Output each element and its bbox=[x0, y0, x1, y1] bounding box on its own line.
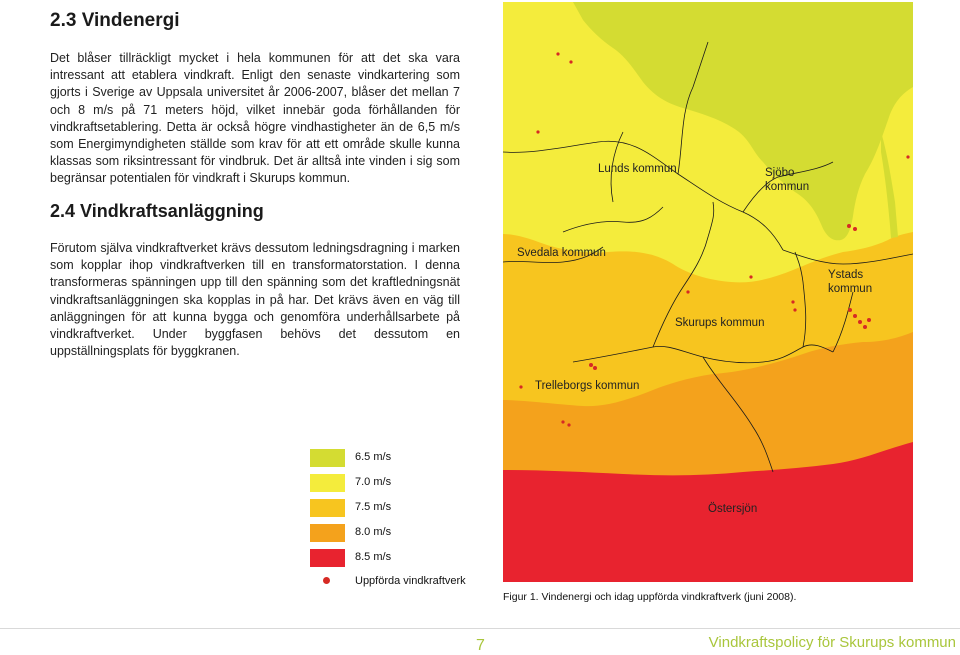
turbine-marker bbox=[556, 52, 559, 55]
turbine-marker bbox=[791, 300, 794, 303]
map-label-trelleborg: Trelleborgs kommun bbox=[535, 380, 640, 392]
map-label-ystad-line2: kommun bbox=[828, 283, 873, 295]
section-heading-vindenergi: 2.3 Vindenergi bbox=[50, 10, 180, 31]
map-label-sjobo-line2: kommun bbox=[765, 181, 810, 193]
turbine-marker bbox=[853, 314, 857, 318]
page-number: 7 bbox=[476, 637, 485, 654]
legend-label-7-0: 7.0 m/s bbox=[355, 476, 392, 488]
wind-map bbox=[503, 2, 913, 582]
turbine-marker bbox=[519, 385, 522, 388]
section-heading-vindkraftsanlaggning: 2.4 Vindkraftsanläggning bbox=[50, 201, 264, 221]
figure-caption: Figur 1. Vindenergi och idag uppförda vindkraftverk (juni 2008). bbox=[503, 591, 797, 603]
turbine-marker bbox=[848, 308, 852, 312]
footer-divider bbox=[0, 628, 960, 629]
legend-swatch-8-5 bbox=[310, 549, 345, 567]
turbine-marker bbox=[858, 320, 862, 324]
paragraph-vindenergi: Det blåser tillräckligt mycket i hela kommunen för att det ska vara intressant att etablera vindkraft. Enligt den senaste vindkartering som gjorts i Sverige av Uppsala universitet år 2006-2007, blåser det mellan 7 och 8 m/s på 71 meters höjd, vilket innebär goda förhållanden för vindkraftsetablering. Detta är också högre vindhastigheter än de 6,5 m/s som Energimyndigheten ställde som krav för att ett område skulle kunna klassas som riksintressant för vindbruk. Det är alltså inte vinden i sig som begränsar potentialen för vindkraft i Skurups kommun. bbox=[50, 51, 460, 186]
legend-turbine-icon bbox=[323, 577, 330, 584]
legend-label-6-5: 6.5 m/s bbox=[355, 451, 392, 463]
turbine-marker bbox=[853, 227, 857, 231]
map-label-ostersjon: Östersjön bbox=[708, 503, 758, 515]
turbine-marker bbox=[569, 60, 572, 63]
turbine-marker bbox=[863, 325, 867, 329]
turbine-marker bbox=[867, 318, 871, 322]
map-label-skurup: Skurups kommun bbox=[675, 317, 765, 329]
turbine-marker bbox=[906, 155, 909, 158]
legend-label-turbine: Uppförda vindkraftverk bbox=[355, 575, 466, 587]
legend-swatch-7-5 bbox=[310, 499, 345, 517]
turbine-marker bbox=[686, 290, 689, 293]
turbine-marker bbox=[561, 420, 564, 423]
map-label-svedala: Svedala kommun bbox=[517, 247, 606, 259]
turbine-marker bbox=[593, 366, 597, 370]
map-label-lund: Lunds kommun bbox=[598, 163, 677, 175]
legend-swatch-8-0 bbox=[310, 524, 345, 542]
turbine-marker bbox=[847, 224, 851, 228]
turbine-marker bbox=[536, 130, 539, 133]
turbine-marker bbox=[589, 363, 593, 367]
map-label-sjobo-line1: Sjöbo bbox=[765, 167, 795, 179]
legend-swatch-7-0 bbox=[310, 474, 345, 492]
legend-swatch-6-5 bbox=[310, 449, 345, 467]
footer-title: Vindkraftspolicy för Skurups kommun bbox=[708, 634, 956, 651]
map-label-ystad-line1: Ystads bbox=[828, 269, 864, 281]
legend-label-8-5: 8.5 m/s bbox=[355, 551, 392, 563]
turbine-marker bbox=[567, 423, 570, 426]
turbine-marker bbox=[793, 308, 796, 311]
legend-label-7-5: 7.5 m/s bbox=[355, 501, 392, 513]
turbine-marker bbox=[749, 275, 752, 278]
legend-label-8-0: 8.0 m/s bbox=[355, 526, 392, 538]
paragraph-vindkraftsanlaggning: Förutom själva vindkraftverket krävs dessutom ledningsdragning i marken som kopplar ihop vindkraftverken till en transformatorstation. I denna transformeras spänningen upp till den spänning som det kraftledningsnät vindkraftsanläggningen ska kopplas in på har. Det krävs även en väg till anläggningen för att kunna bygga och genomföra underhållsarbete på vindkraftverket. Under byggfasen behövs det dessutom en uppställningsplats för byggkranen. bbox=[50, 241, 460, 359]
